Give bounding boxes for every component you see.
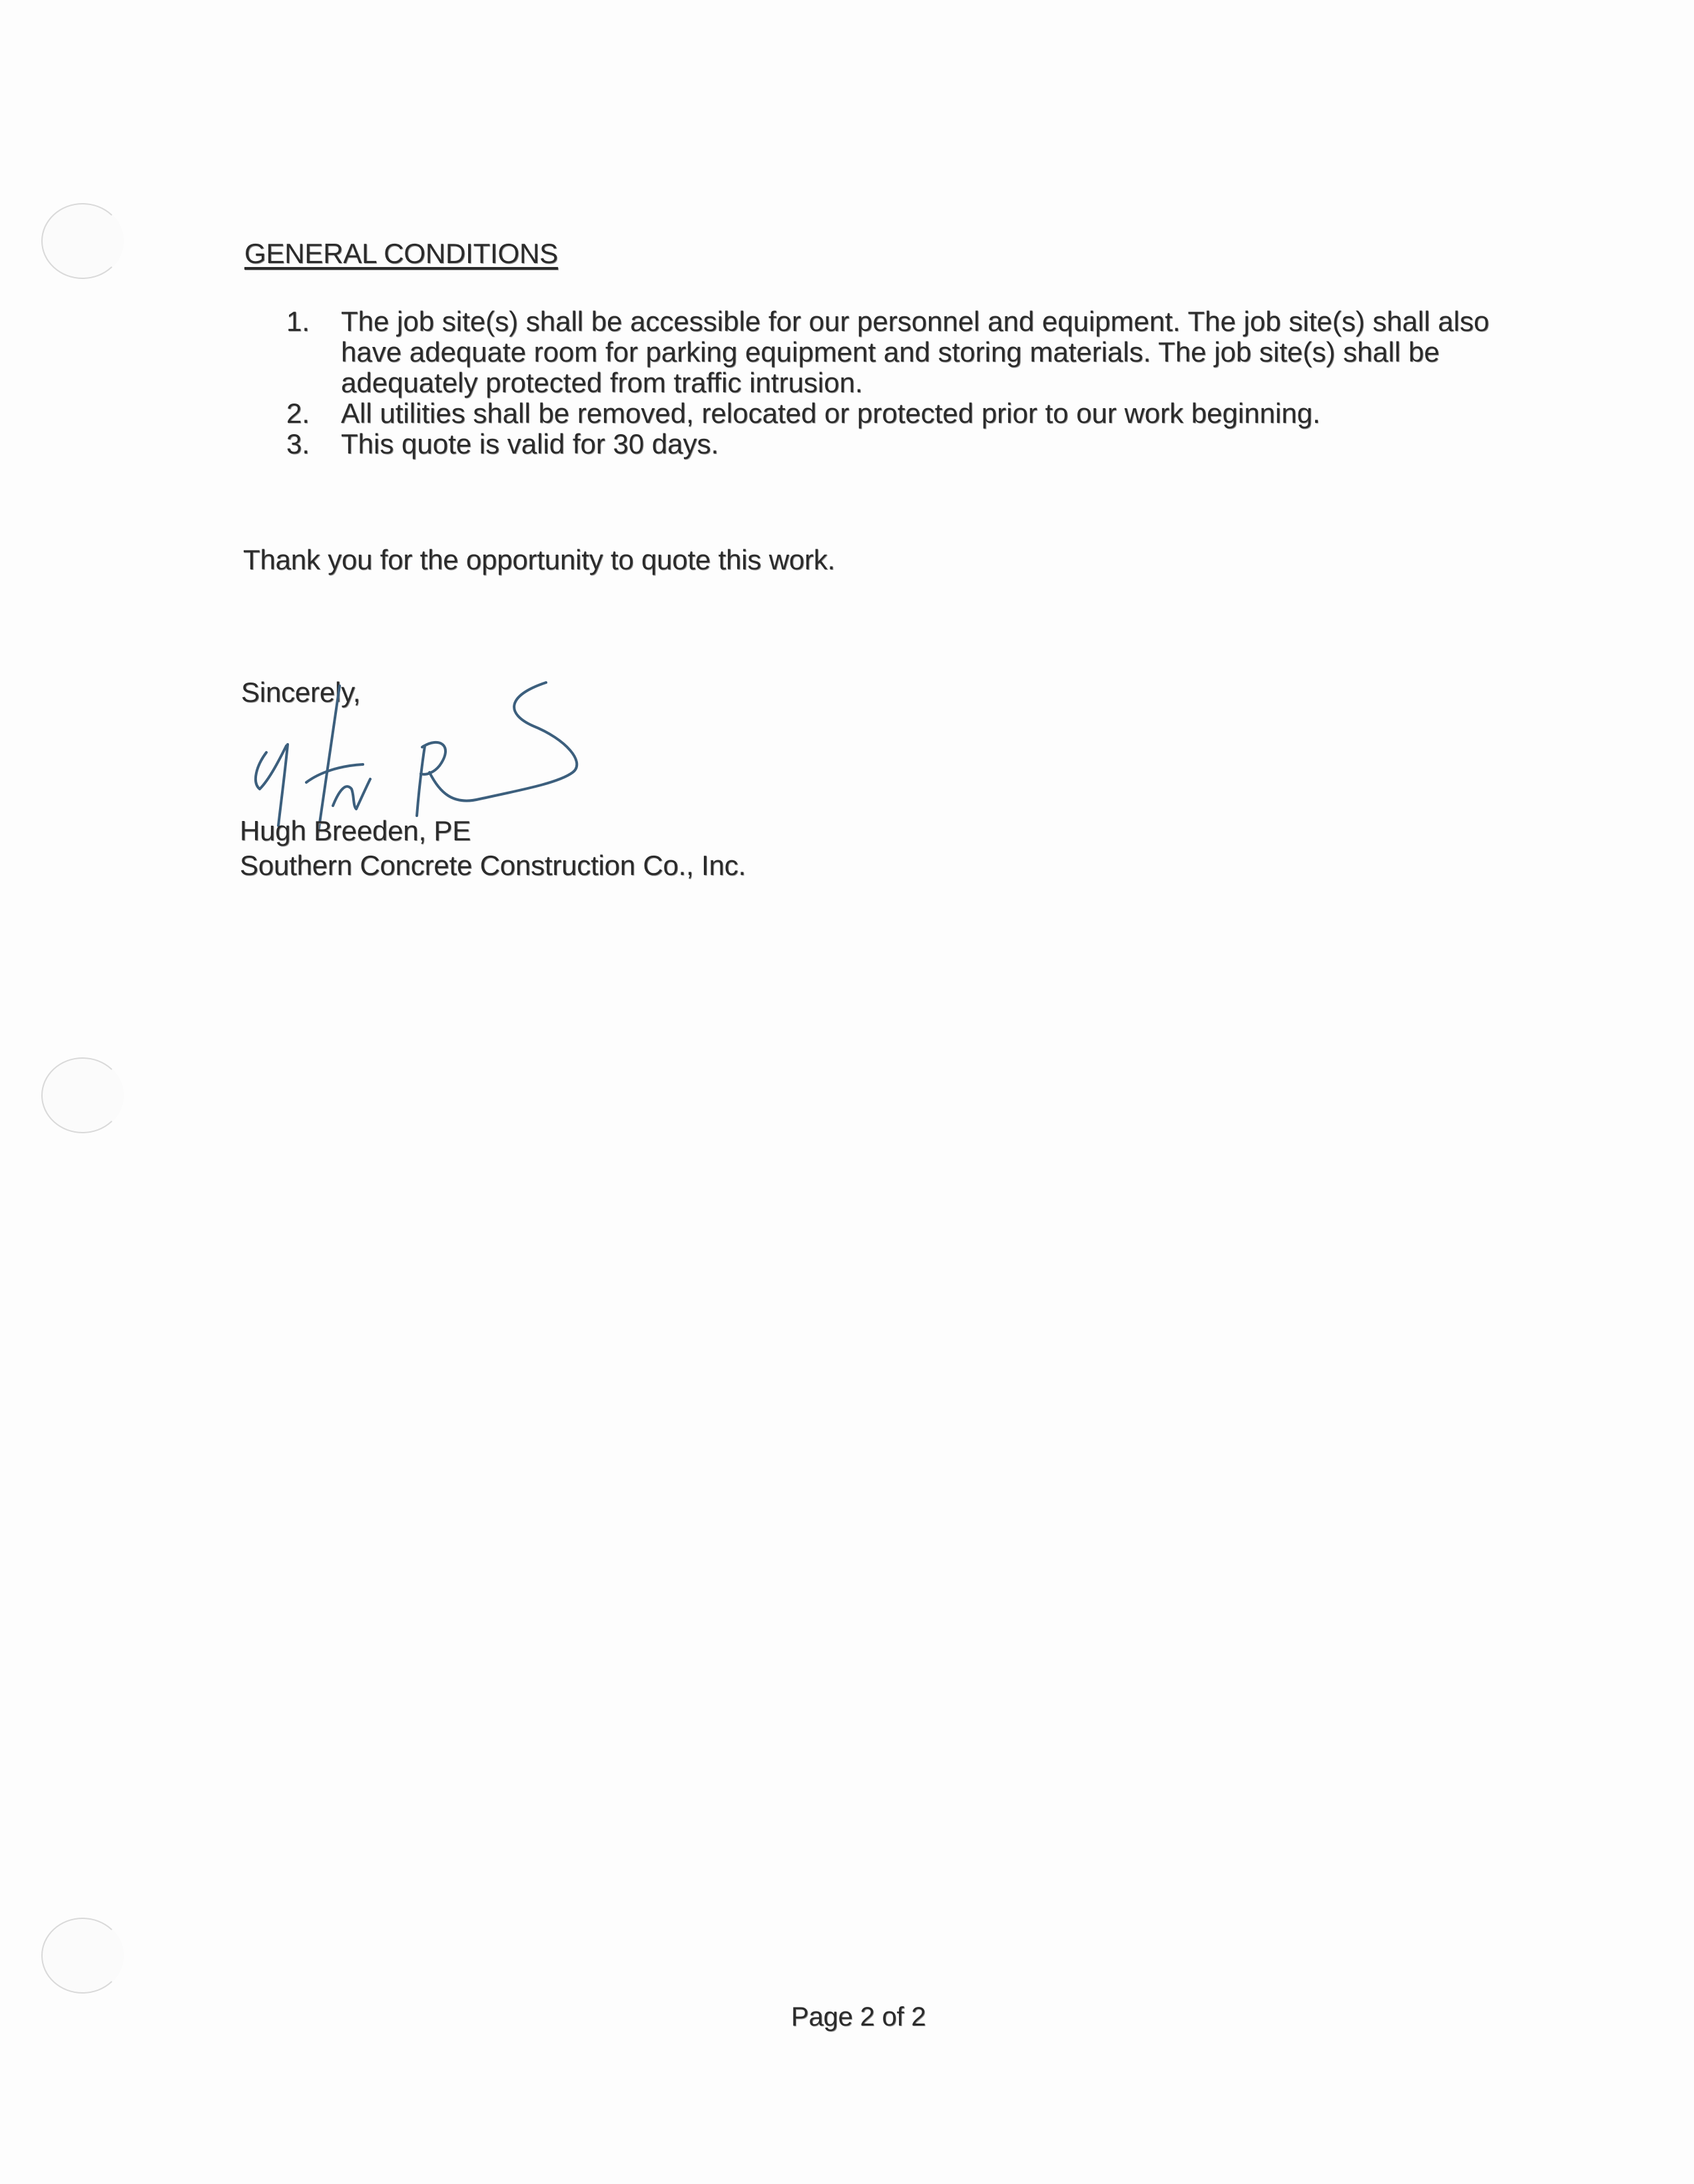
page-number: Page 2 of 2 bbox=[791, 2002, 926, 2032]
punch-hole-bottom bbox=[41, 1918, 124, 1994]
condition-number: 2. bbox=[286, 398, 310, 429]
condition-item bbox=[286, 429, 1525, 459]
condition-text: All utilities shall be removed, relocated or protected prior to our work beginning. bbox=[341, 398, 1320, 429]
punch-hole-top bbox=[41, 203, 124, 279]
company-name: Southern Concrete Construction Co., Inc. bbox=[240, 850, 746, 881]
closing-salutation: Sincerely, bbox=[241, 677, 361, 708]
conditions-list bbox=[286, 306, 1525, 459]
condition-text: The job site(s) shall be accessible for our personnel and equipment. The job site(s) shall also have adequate room for parking equipment and storing materials. The job site(s) shall be adequately protected from traffic intrusion. bbox=[341, 306, 1490, 398]
condition-item bbox=[286, 398, 1525, 429]
condition-number: 1. bbox=[286, 306, 310, 337]
condition-text: This quote is valid for 30 days. bbox=[341, 428, 719, 459]
signer-name: Hugh Breeden, PE bbox=[240, 815, 471, 846]
condition-number: 3. bbox=[286, 428, 310, 459]
section-heading: GENERAL CONDITIONS bbox=[244, 238, 558, 269]
condition-item bbox=[286, 306, 1525, 398]
punch-hole-middle bbox=[41, 1057, 124, 1133]
thank-you-line: Thank you for the opportunity to quote this work. bbox=[243, 544, 836, 575]
